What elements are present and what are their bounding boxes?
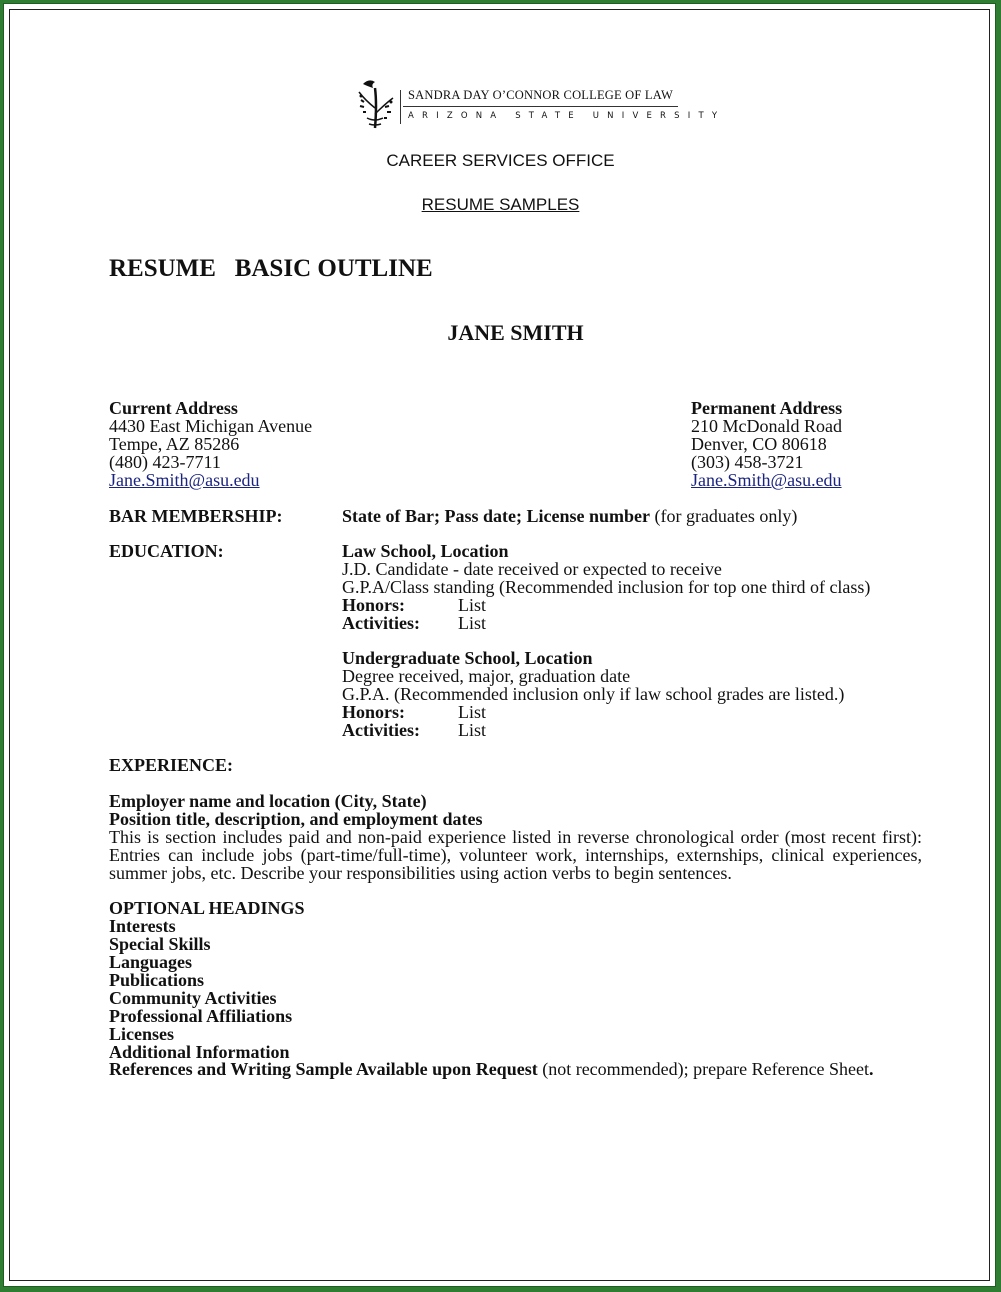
bar-membership-text — [342, 507, 797, 525]
bar-membership-label: BAR MEMBERSHIP: — [109, 506, 283, 526]
college-logo — [355, 78, 726, 134]
law-honors-value: List — [458, 595, 487, 615]
optional-item-special-skills: Special Skills — [109, 934, 211, 954]
current-address-city: Tempe, AZ 85286 — [109, 434, 240, 454]
undergrad-honors-value: List — [458, 702, 487, 722]
bar-membership-note: (for graduates only) — [649, 506, 798, 526]
logo-divider — [400, 90, 401, 124]
optional-headings-label: OPTIONAL HEADINGS — [109, 898, 305, 918]
permanent-address-email-link[interactable]: Jane.Smith@asu.edu — [691, 470, 842, 490]
logo-rule — [403, 106, 678, 107]
optional-item-languages: Languages — [109, 952, 193, 972]
experience-description: This is section includes paid and non-paid experience listed in reverse chronological order (most recent first): Entries can include jobs (part-time/full-time), volunteer work, internships, externships, clinical experiences, summer jobs, etc. Describe your responsibilities using action verbs to begin sentences. — [109, 827, 922, 883]
law-school-degree: J.D. Candidate - date received or expected to receive — [342, 559, 722, 579]
bar-membership-bold: State of Bar; Pass date; License number — [342, 506, 650, 526]
college-name: SANDRA DAY O’CONNOR COLLEGE OF LAW — [408, 88, 673, 102]
references-end: . — [869, 1059, 874, 1079]
university-name: ARIZONA STATE UNIVERSITY — [408, 111, 726, 121]
undergrad-title: Undergraduate School, Location — [342, 648, 593, 668]
optional-item-community-activities: Community Activities — [109, 988, 277, 1008]
permanent-address-phone: (303) 458-3721 — [691, 452, 804, 472]
law-honors-label: Honors: — [342, 595, 405, 615]
optional-item-licenses: Licenses — [109, 1024, 174, 1044]
education-label: EDUCATION: — [109, 541, 224, 561]
references-note — [109, 1060, 922, 1078]
law-school-gpa: G.P.A/Class standing (Recommended inclusion for top one third of class) — [342, 577, 871, 597]
law-school-title: Law School, Location — [342, 541, 509, 561]
undergrad-activities-value: List — [458, 720, 487, 740]
references-plain: (not recommended); prepare Reference Sheet — [537, 1059, 870, 1079]
permanent-address-street: 210 McDonald Road — [691, 416, 842, 436]
experience-employer: Employer name and location (City, State) — [109, 791, 427, 811]
optional-item-publications: Publications — [109, 970, 205, 990]
palo-verde-seal-icon — [355, 78, 397, 132]
undergrad-honors-label: Honors: — [342, 702, 405, 722]
law-activities-label: Activities: — [342, 613, 420, 633]
undergrad-gpa: G.P.A. (Recommended inclusion only if law school grades are listed.) — [342, 684, 845, 704]
law-activities-value: List — [458, 613, 487, 633]
undergrad-activities-label: Activities: — [342, 720, 420, 740]
experience-position: Position title, description, and employment dates — [109, 809, 483, 829]
candidate-name: JANE SMITH — [447, 320, 584, 345]
permanent-address-heading: Permanent Address — [691, 398, 843, 418]
current-address-phone: (480) 423-7711 — [109, 452, 221, 472]
undergrad-degree: Degree received, major, graduation date — [342, 666, 631, 686]
optional-item-additional-information: Additional Information — [109, 1042, 290, 1062]
permanent-address-city: Denver, CO 80618 — [691, 434, 827, 454]
optional-item-professional-affiliations: Professional Affiliations — [109, 1006, 293, 1026]
current-address-heading: Current Address — [109, 398, 238, 418]
office-heading: CAREER SERVICES OFFICE — [386, 151, 615, 170]
references-bold: References and Writing Sample Available upon Request — [109, 1059, 538, 1079]
samples-heading-text: RESUME SAMPLES — [421, 195, 580, 214]
samples-heading — [0, 195, 1001, 215]
document-title: RESUME BASIC OUTLINE — [109, 255, 433, 282]
current-address-street: 4430 East Michigan Avenue — [109, 416, 313, 436]
optional-item-interests: Interests — [109, 916, 176, 936]
experience-label: EXPERIENCE: — [109, 755, 234, 775]
current-address-email-link[interactable]: Jane.Smith@asu.edu — [109, 470, 260, 490]
